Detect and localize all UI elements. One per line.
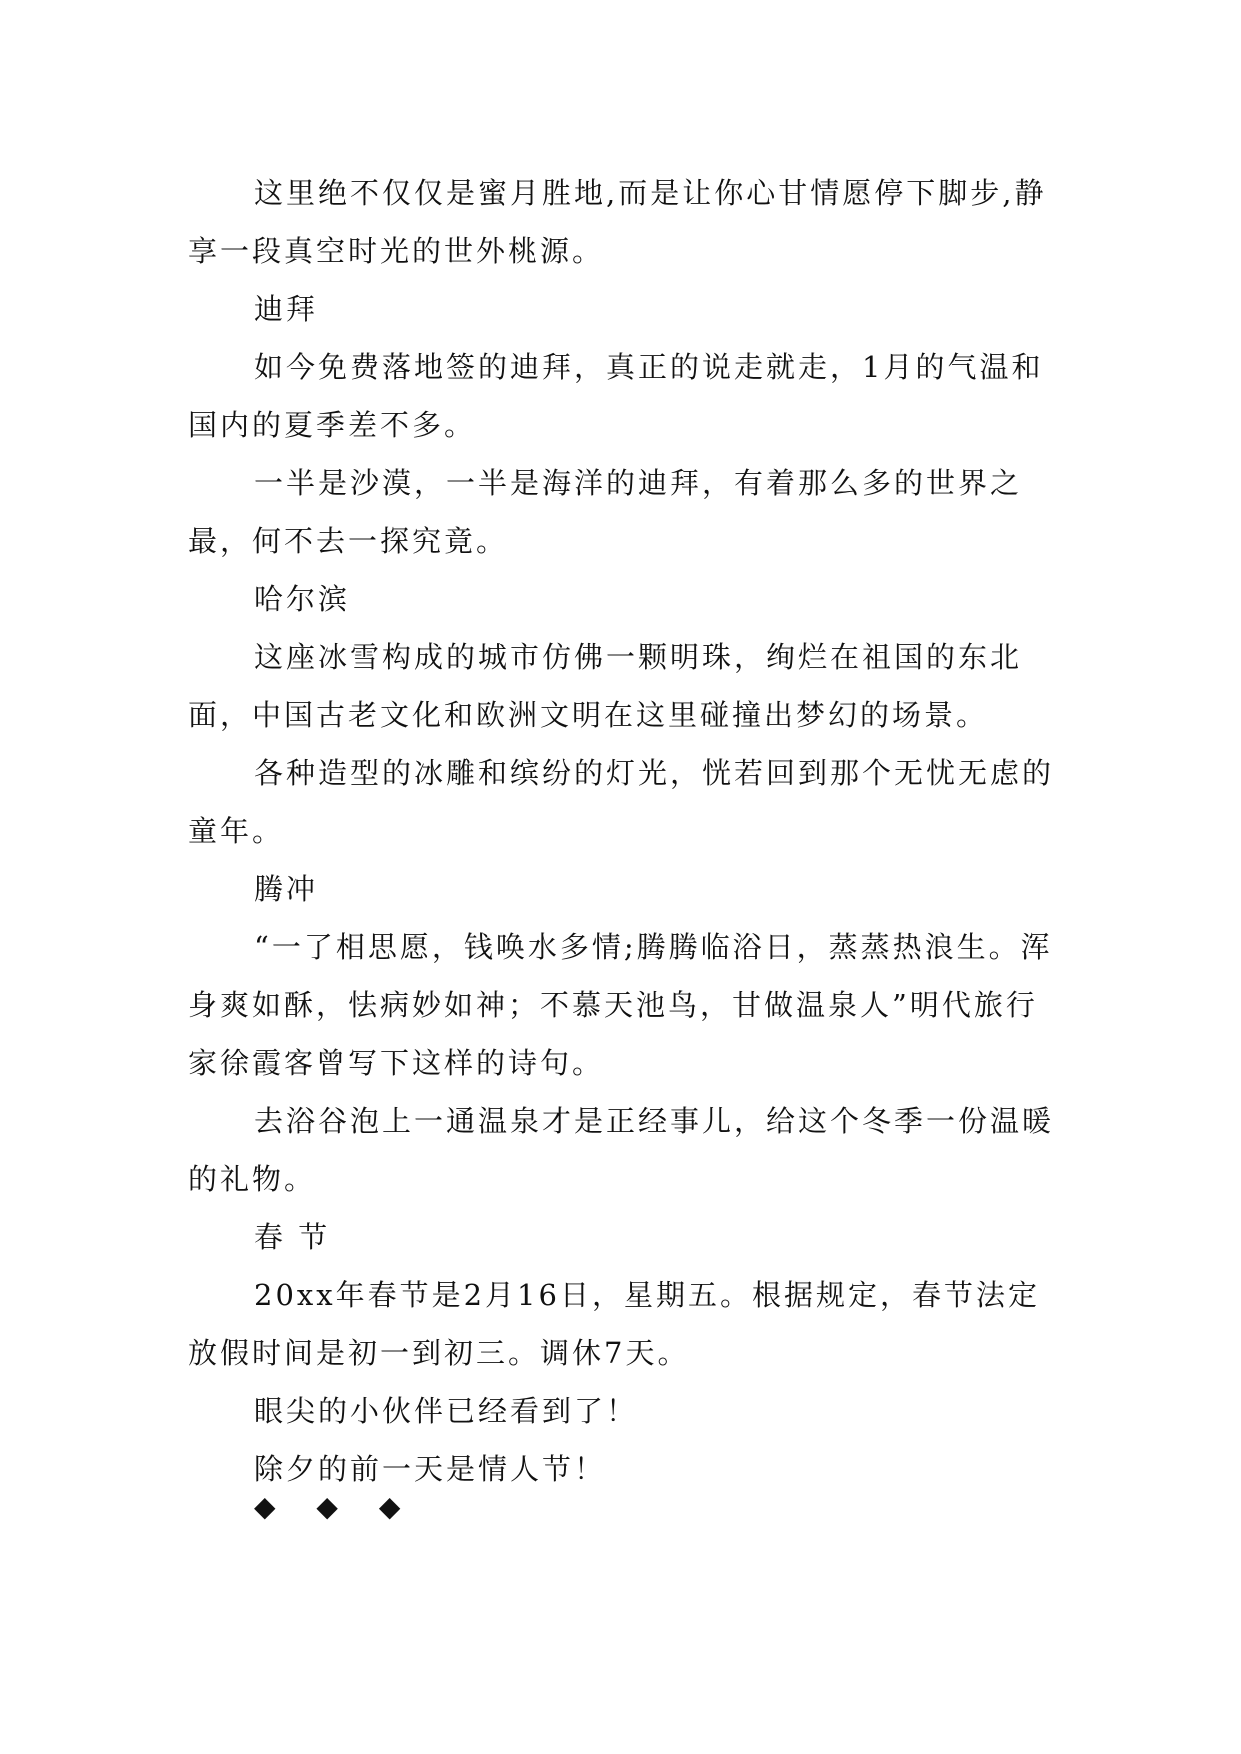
heading-dubai: 迪拜 [254,292,319,326]
paragraph-dubai-desert-ocean: 一半是沙漠，一半是海洋的迪拜，有着那么多的世界之最，何不去一探究竟。 [188,466,1023,558]
paragraph-tengchong-poem: “一了相思愿，钱唤水多情;腾腾临浴日，蒸蒸热浪生。浑身爽如酥，怯病妙如神；不慕天池鸟，甘做温泉人”明代旅行家徐霞客曾写下这样的诗句。 [188,930,1053,1080]
paragraph-spring-festival-date: 20xx年春节是2月16日，星期五。根据规定，春节法定放假时间是初一到初三。调休7天。 [188,1278,1040,1370]
paragraph-harbin-ice: 各种造型的冰雕和缤纷的灯光，恍若回到那个无忧无虑的童年。 [188,756,1055,848]
heading-tengchong: 腾冲 [254,872,319,906]
paragraph-tengchong-hotspring: 去浴谷泡上一通温泉才是正经事儿，给这个冬季一份温暖的礼物。 [188,1104,1055,1196]
paragraph-dubai-visa: 如今免费落地签的迪拜，真正的说走就走，1月的气温和国内的夏季差不多。 [188,350,1044,442]
paragraph-sharp-eyed: 眼尖的小伙伴已经看到了！ [254,1394,639,1428]
paragraph-intro-ending: 这里绝不仅仅是蜜月胜地,而是让你心甘情愿停下脚步,静享一段真空时光的世外桃源。 [188,176,1047,268]
heading-harbin: 哈尔滨 [254,582,351,616]
paragraph-harbin-city: 这座冰雪构成的城市仿佛一颗明珠，绚烂在祖国的东北面，中国古老文化和欧洲文明在这里碰撞出梦幻的场景。 [188,640,1023,732]
heading-spring-festival: 春 节 [254,1220,331,1254]
diamond-ornament-icon: ◆ ◆ ◆ [254,1490,417,1523]
paragraph-valentines: 除夕的前一天是情人节！ [254,1452,607,1486]
